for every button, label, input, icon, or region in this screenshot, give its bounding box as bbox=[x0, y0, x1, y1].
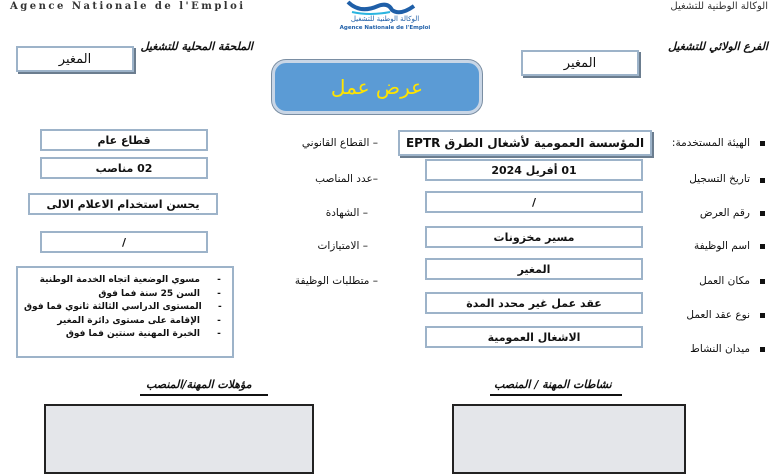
agency-logo bbox=[330, 0, 440, 38]
activities-box bbox=[452, 404, 686, 474]
bullet-icon bbox=[760, 244, 765, 249]
privileges-label: – الامتيازات bbox=[317, 240, 368, 252]
bullet-icon bbox=[760, 178, 765, 183]
wilaya-branch-value: المغير bbox=[521, 50, 639, 76]
activities-underline bbox=[490, 394, 622, 396]
legal-sector-value: قطاع عام bbox=[40, 129, 208, 151]
contract-type-value: عقد عمل غير محدد المدة bbox=[425, 292, 643, 314]
bullet-icon bbox=[760, 141, 765, 146]
positions-count-label: –عدد المناصب bbox=[315, 173, 378, 185]
logo-text-ar: الوكالة الوطنية للتشغيل bbox=[350, 15, 420, 23]
legal-sector-label: – القطاع القانوني bbox=[301, 137, 378, 149]
job-requirements-label: – متطلبات الوظيفة bbox=[294, 275, 378, 287]
bullet-icon bbox=[760, 211, 765, 216]
diploma-value: يحسن استخدام الاعلام الالى bbox=[28, 193, 218, 215]
work-place-value: المغير bbox=[425, 258, 643, 280]
job-name-label: اسم الوظيفة bbox=[693, 240, 750, 252]
activity-field-value: الاشغال العمومية bbox=[425, 326, 643, 348]
logo-mark-icon bbox=[330, 0, 440, 16]
list-item: الخبرة المهنية سنتين فما فوق - bbox=[65, 329, 221, 339]
registration-date-value: 01 أفريل 2024 bbox=[425, 159, 643, 181]
offer-number-value: / bbox=[425, 191, 643, 213]
qualifications-heading: مؤهلات المهنة/المنصب bbox=[146, 378, 252, 391]
list-item: مسوي الوضعية اتجاه الخدمة الوطنية - bbox=[39, 275, 221, 285]
local-annex-value: المغير bbox=[16, 46, 134, 72]
employer-value: المؤسسة العمومية لأشغال الطرق EPTR bbox=[398, 130, 652, 156]
employer-label: الهيئة المستخدمة: bbox=[671, 137, 750, 149]
activity-field-label: ميدان النشاط bbox=[690, 343, 750, 355]
agency-name-ar: الوكالة الوطنية للتشغيل bbox=[670, 1, 768, 12]
wilaya-branch-label: الفرع الولائي للتشغيل bbox=[668, 40, 768, 53]
work-place-label: مكان العمل bbox=[699, 275, 750, 287]
list-item: السن 25 سنة فما فوق - bbox=[98, 288, 221, 299]
offer-number-label: رقم العرض bbox=[699, 207, 750, 219]
privileges-value: / bbox=[40, 231, 208, 253]
qualifications-box bbox=[44, 404, 314, 474]
contract-type-label: نوع عقد العمل bbox=[686, 309, 750, 321]
job-name-value: مسير مخزونات bbox=[425, 226, 643, 248]
bullet-icon bbox=[760, 279, 765, 284]
diploma-label: – الشهادة bbox=[325, 207, 368, 219]
agency-name-fr: Agence Nationale de l'Emploi bbox=[10, 1, 246, 12]
qualifications-underline bbox=[140, 394, 268, 396]
list-item: الإقامة على مستوى دائرة المغير - bbox=[57, 315, 221, 326]
activities-heading: نشاطات المهنة / المنصب bbox=[494, 378, 612, 391]
local-annex-label: الملحقة المحلية للتشغيل bbox=[140, 40, 253, 53]
registration-date-label: تاريخ التسجيل bbox=[689, 173, 750, 185]
offer-title-banner bbox=[272, 60, 482, 114]
positions-count-value: 02 مناصب bbox=[40, 157, 208, 179]
logo-text-fr: Agence Nationale de l'Emploi bbox=[339, 25, 431, 31]
offer-title: عرض عمل bbox=[330, 75, 424, 99]
bullet-icon bbox=[760, 313, 765, 318]
bullet-icon bbox=[760, 347, 765, 352]
requirements-list bbox=[16, 266, 234, 358]
list-item: المستوى الدراسي الثالثة ثانوي فما فوق - bbox=[24, 302, 222, 312]
